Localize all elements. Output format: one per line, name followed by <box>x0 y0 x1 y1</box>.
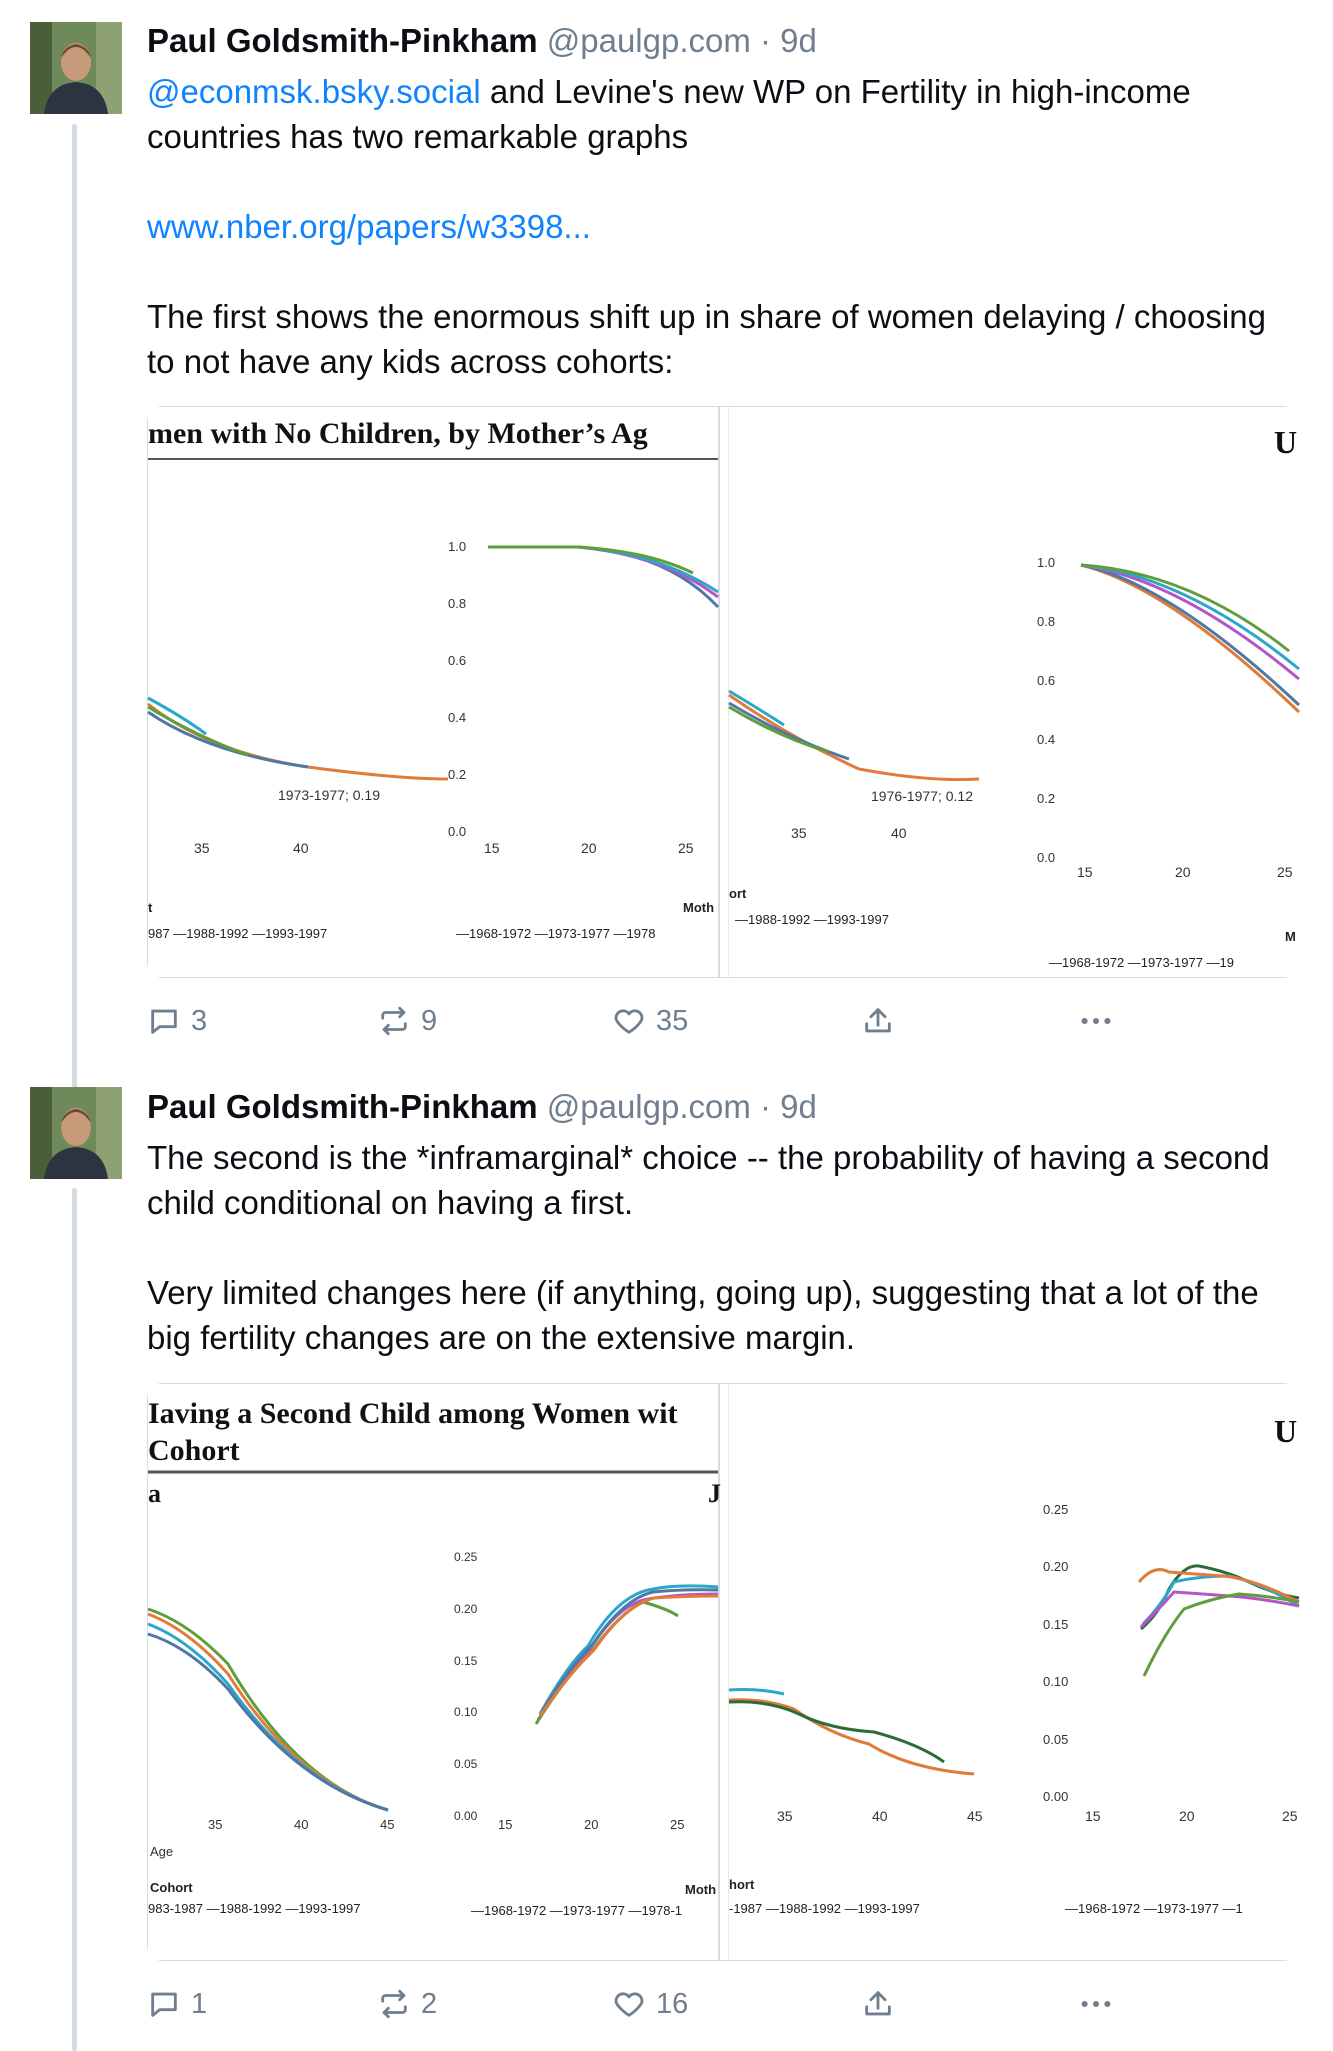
heart-icon <box>612 1987 646 2021</box>
image-gallery[interactable] <box>147 1383 1299 1961</box>
y-tick: 0.6 <box>1037 673 1056 688</box>
chart-annotation: 1973-1977; 0.19 <box>278 787 380 803</box>
reply-count: 1 <box>191 1987 208 2020</box>
chart-title: U <box>1274 424 1298 460</box>
y-axis <box>454 1550 478 1823</box>
x-tick: 20 <box>584 1817 599 1832</box>
y-tick: 0.05 <box>1043 1732 1069 1747</box>
repost-count: 9 <box>421 1004 438 1037</box>
y-tick: 0.8 <box>448 596 467 611</box>
thread-line <box>72 124 77 1154</box>
chart-legend: —1968-1972 —1973-1977 —1978-1 <box>471 1903 683 1918</box>
axis-label: Moth <box>683 900 715 915</box>
y-tick: 0.20 <box>1043 1559 1069 1574</box>
chart-legend: 987 —1988-1992 —1993-1997 <box>148 926 328 941</box>
y-tick: 0.20 <box>454 1602 478 1616</box>
more-options-button[interactable] <box>1077 1979 1115 2029</box>
author-name[interactable]: Paul Goldsmith-Pinkham <box>147 1088 538 1125</box>
image-2[interactable] <box>728 1384 1299 1960</box>
post-text-paragraph: The first shows the enormous shift up in share of women delaying / choosing to not have any kids across cohorts: <box>147 298 1266 380</box>
legend-label: hort <box>729 1877 755 1892</box>
y-tick: 0.10 <box>454 1705 478 1719</box>
chart-legend: —1988-1992 —1993-1997 <box>735 912 889 927</box>
chart-legend: —1968-1972 —1973-1977 —1 <box>1065 1901 1243 1916</box>
x-tick: 15 <box>498 1817 513 1832</box>
y-tick: 0.00 <box>1043 1789 1069 1804</box>
like-button[interactable] <box>612 1979 688 2029</box>
repost-button[interactable] <box>377 1979 437 2029</box>
post-header <box>147 1087 817 1127</box>
chart-title: Iaving a Second Child among Women wit <box>148 1397 678 1430</box>
repost-count: 2 <box>421 1987 438 2020</box>
y-tick: 0.0 <box>1037 850 1056 865</box>
share-button[interactable] <box>861 1979 895 2029</box>
x-tick: 40 <box>891 825 907 841</box>
image-1[interactable] <box>148 407 720 977</box>
y-tick: 0.4 <box>448 710 467 725</box>
x-tick: 25 <box>678 840 694 856</box>
chart-legend: —1968-1972 —1973-1977 —19 <box>1049 955 1235 970</box>
y-axis <box>448 539 466 839</box>
repost-icon <box>377 1004 411 1038</box>
chart-annotation: 1976-1977; 0.12 <box>871 788 973 804</box>
x-tick: 40 <box>872 1808 888 1824</box>
y-tick: 0.25 <box>454 1550 478 1564</box>
axis-label: M <box>1285 929 1296 944</box>
x-tick: 15 <box>484 840 500 856</box>
x-tick: 20 <box>1179 1808 1195 1824</box>
image-gallery[interactable] <box>147 406 1299 978</box>
y-tick: 1.0 <box>1037 555 1056 570</box>
share-button[interactable] <box>861 996 895 1046</box>
y-tick: 0.00 <box>454 1809 478 1823</box>
x-tick: 45 <box>380 1817 395 1832</box>
image-2[interactable] <box>728 407 1299 977</box>
chart-legend: —1968-1972 —1973-1977 —1978 <box>456 926 656 941</box>
y-tick: 0.8 <box>1037 614 1056 629</box>
chart-legend: -1987 —1988-1992 —1993-1997 <box>729 1901 920 1916</box>
reply-button[interactable] <box>147 1979 207 2029</box>
y-axis <box>1037 555 1055 865</box>
share-icon <box>861 1004 895 1038</box>
axis-label: Moth <box>685 1882 717 1897</box>
legend-label: Cohort <box>150 1880 193 1895</box>
mention-link[interactable]: @econmsk.bsky.social <box>147 73 481 110</box>
panel-label: a <box>148 1479 161 1508</box>
post-time[interactable]: · 9d <box>760 1088 817 1125</box>
y-tick: 0.05 <box>454 1757 478 1771</box>
thread-line <box>72 1188 77 2051</box>
image-1[interactable] <box>148 1384 720 1960</box>
panel-label: J <box>708 1479 721 1508</box>
x-tick: 20 <box>1175 864 1191 880</box>
legend-label: ort <box>729 886 747 901</box>
repost-button[interactable] <box>377 996 437 1046</box>
y-axis <box>1043 1502 1068 1804</box>
x-tick: 25 <box>670 1817 685 1832</box>
x-tick: 25 <box>1282 1808 1298 1824</box>
x-tick: 40 <box>293 840 309 856</box>
reply-button[interactable] <box>147 996 207 1046</box>
y-tick: 0.2 <box>1037 791 1056 806</box>
y-tick: 0.4 <box>1037 732 1056 747</box>
y-tick: 0.0 <box>448 824 467 839</box>
author-name[interactable]: Paul Goldsmith-Pinkham <box>147 22 538 59</box>
author-handle[interactable]: @paulgp.com <box>546 1088 751 1125</box>
paper-link[interactable]: www.nber.org/papers/w3398... <box>147 208 591 245</box>
more-icon <box>1077 1987 1115 2021</box>
y-tick: 0.15 <box>454 1654 478 1668</box>
chart-title: Cohort <box>148 1434 240 1467</box>
like-count: 16 <box>656 1987 689 2020</box>
repost-icon <box>377 1987 411 2021</box>
y-tick: 0.25 <box>1043 1502 1069 1517</box>
author-avatar[interactable] <box>30 22 122 114</box>
post-time[interactable]: · 9d <box>760 22 817 59</box>
x-tick: 15 <box>1077 864 1093 880</box>
x-tick: 35 <box>791 825 807 841</box>
more-options-button[interactable] <box>1077 996 1115 1046</box>
more-icon <box>1077 1004 1115 1038</box>
chart-title: U <box>1274 1413 1298 1449</box>
reply-icon <box>147 1987 181 2021</box>
share-icon <box>861 1987 895 2021</box>
post-actions <box>147 996 1297 1046</box>
post-text <box>147 1135 1297 1360</box>
y-tick: 0.10 <box>1043 1674 1069 1689</box>
author-avatar[interactable] <box>30 1087 122 1179</box>
post-header <box>147 21 817 61</box>
post-actions <box>147 1979 1297 2029</box>
x-tick: 25 <box>1277 864 1293 880</box>
axis-label: Age <box>150 1844 174 1859</box>
x-tick: 45 <box>967 1808 983 1824</box>
y-tick: 0.2 <box>448 767 467 782</box>
legend-label: t <box>148 900 153 915</box>
like-button[interactable] <box>612 996 688 1046</box>
chart-legend: 983-1987 —1988-1992 —1993-1997 <box>148 1901 361 1916</box>
x-tick: 15 <box>1085 1808 1101 1824</box>
heart-icon <box>612 1004 646 1038</box>
x-tick: 35 <box>194 840 210 856</box>
post-text-line: and Levine's new WP on Fertility in high-income countries has two remarkable graphs <box>147 73 1191 155</box>
reply-icon <box>147 1004 181 1038</box>
reply-count: 3 <box>191 1004 208 1037</box>
like-count: 35 <box>656 1004 689 1037</box>
x-tick: 35 <box>777 1808 793 1824</box>
x-tick: 20 <box>581 840 597 856</box>
x-tick: 35 <box>208 1817 223 1832</box>
post-text-paragraph: Very limited changes here (if anything, going up), suggesting that a lot of the big fertility changes are on the extensive margin. <box>147 1274 1259 1356</box>
post-text <box>147 69 1297 384</box>
x-tick: 40 <box>294 1817 309 1832</box>
y-tick: 0.6 <box>448 653 467 668</box>
author-handle[interactable]: @paulgp.com <box>546 22 751 59</box>
y-tick: 0.15 <box>1043 1617 1069 1632</box>
post-text-paragraph: The second is the *inframarginal* choice -- the probability of having a second child conditional on having a first. <box>147 1139 1270 1221</box>
chart-title: men with No Children, by Mother’s Ag <box>148 417 648 450</box>
y-tick: 1.0 <box>448 539 467 554</box>
